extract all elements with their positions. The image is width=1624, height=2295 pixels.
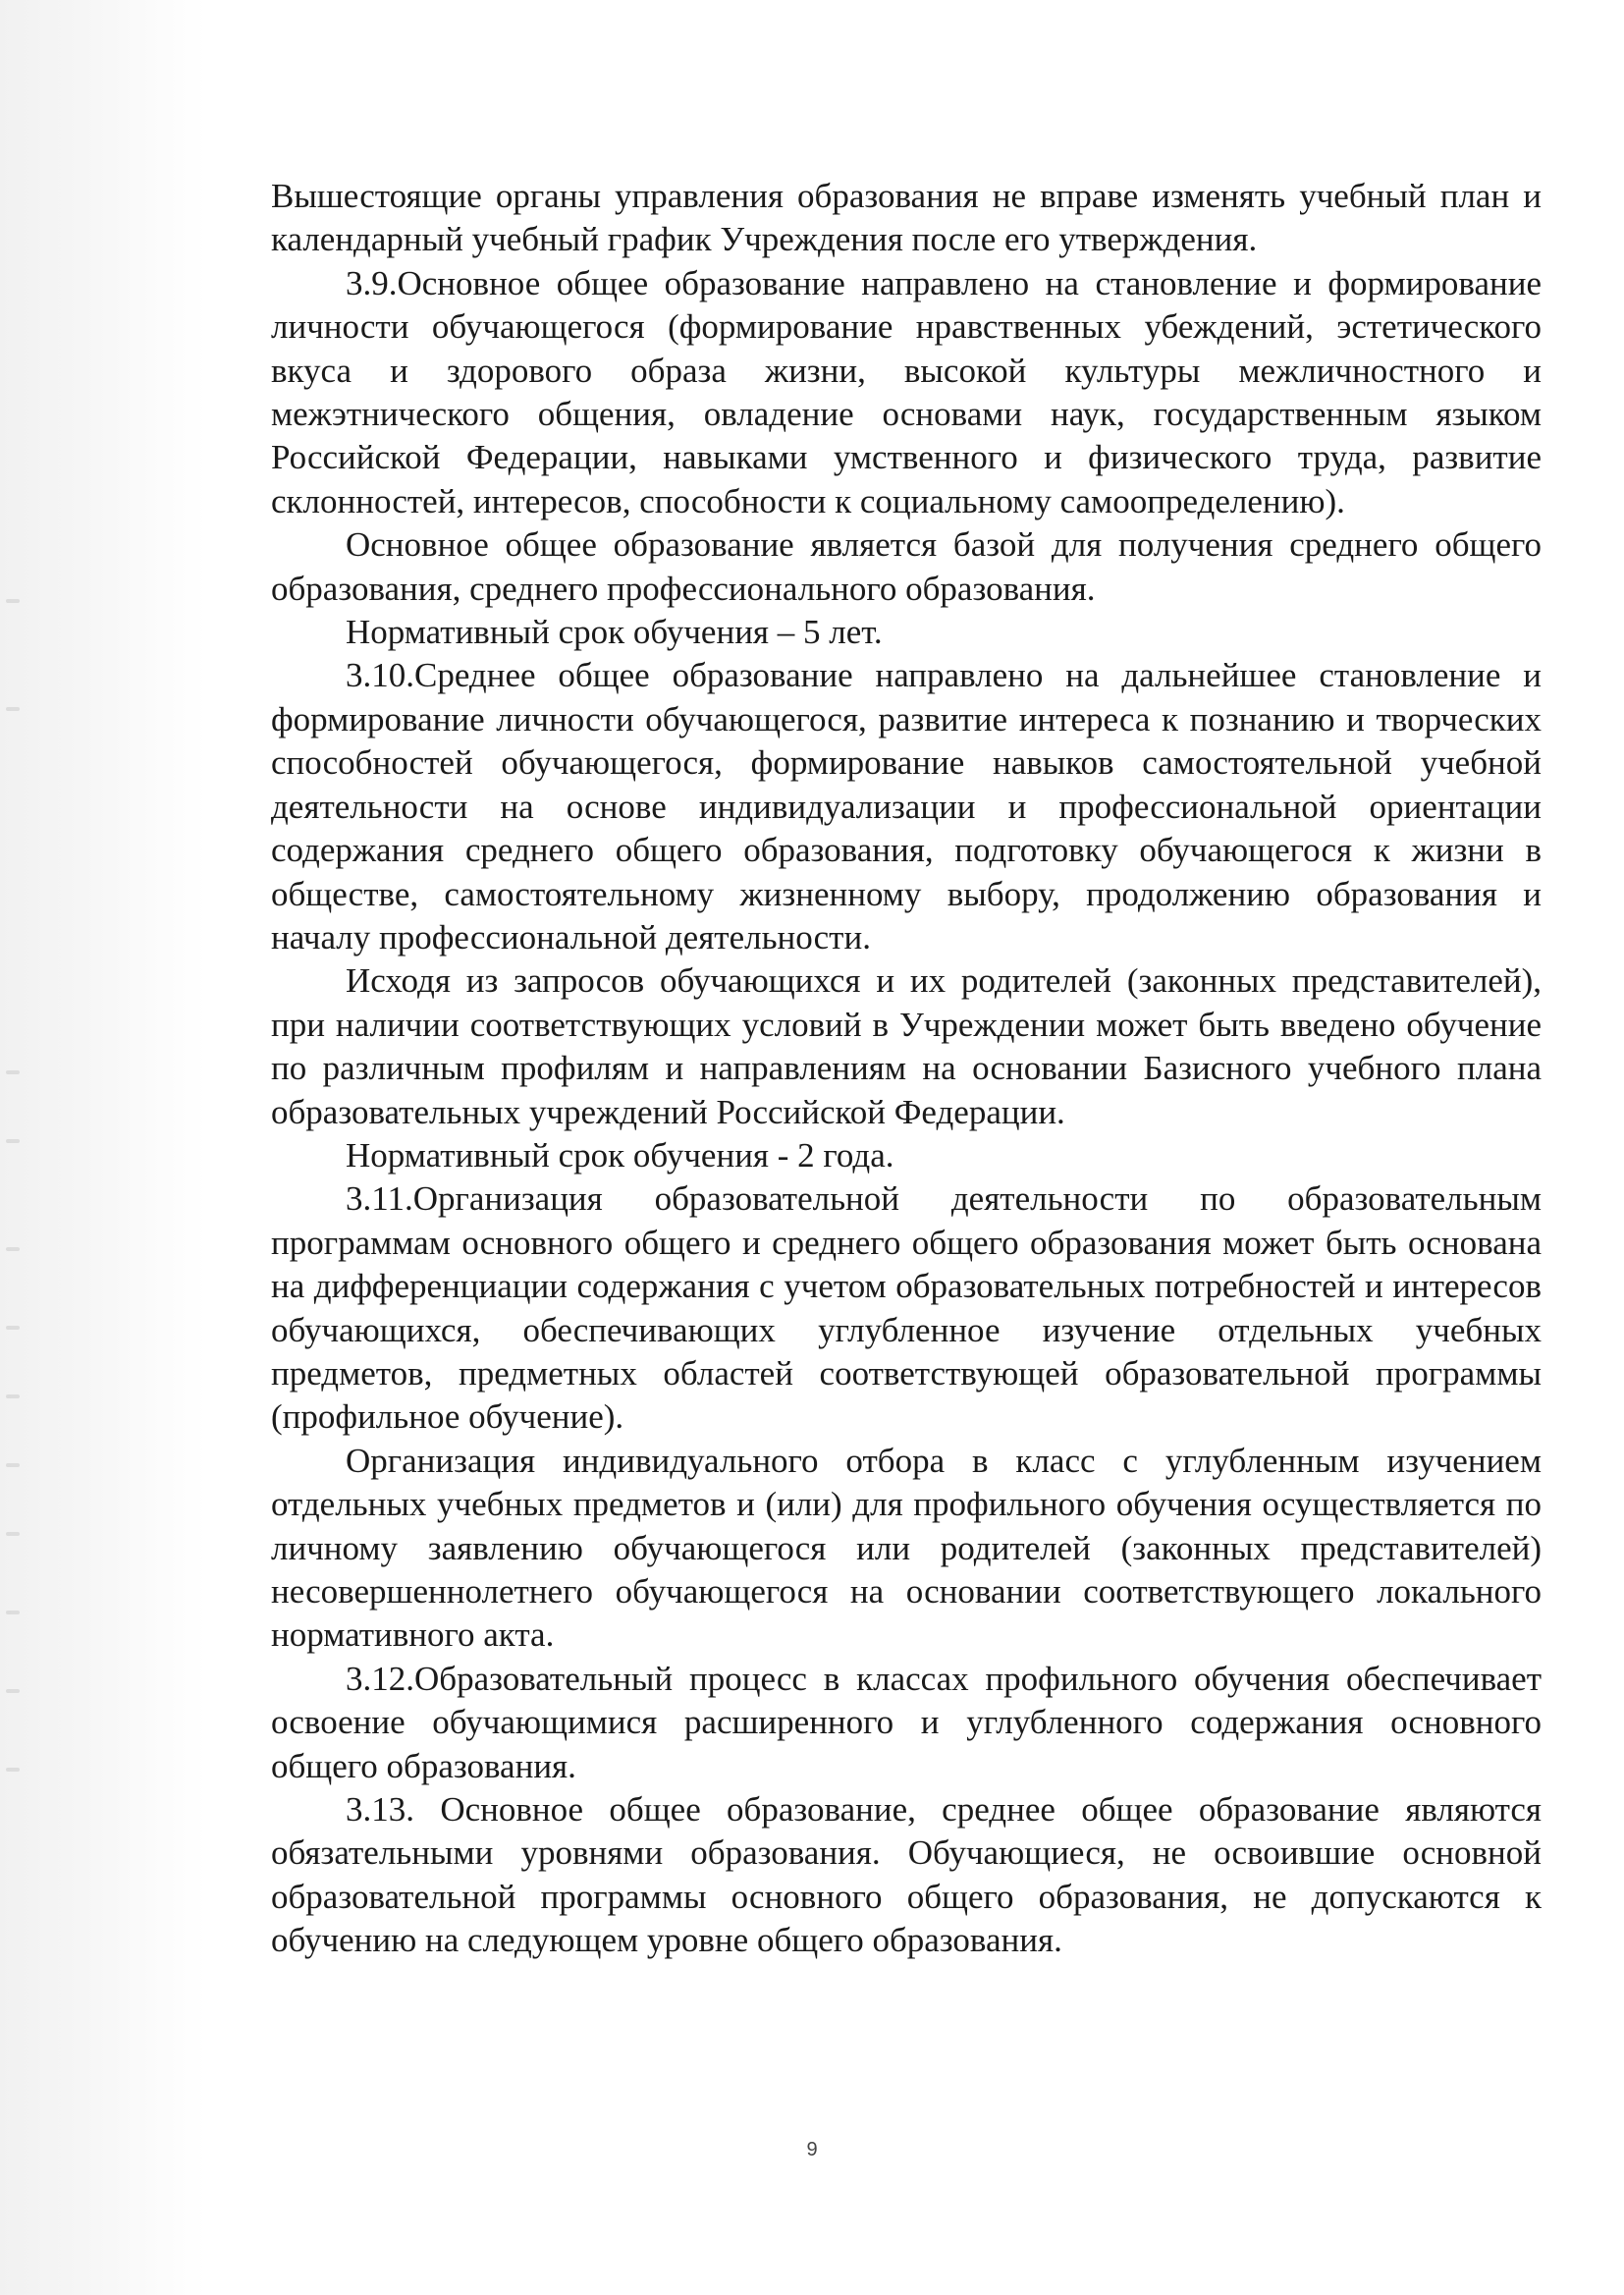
paragraph-3-11: 3.11.Организация образовательной деятельности по образовательным программам основного общего и среднего общего образования может быть основана на дифференциации содержания с учетом образовательных потребностей и интересов обучающихся, обеспечивающих углубленное изучение отдельных учебных предметов, предметных областей соответствующей образовательной программы (профильное обучение). <box>271 1179 1542 1437</box>
document-body <box>271 175 1542 1963</box>
paragraph: Нормативный срок обучения - 2 года. <box>346 1135 894 1175</box>
paragraph: Вышестоящие органы управления образования не вправе изменять учебный план и календарный учебный график Учреждения после его утверждения. <box>271 177 1542 259</box>
page-number: 9 <box>806 2139 818 2160</box>
paragraph: Исходя из запросов обучающихся и их родителей (законных представителей), при наличии соответствующих условий в Учреждении может быть введено обучение по различным профилям и направлениям на основании Базисного учебного плана образовательных учреждений Российской Федерации. <box>271 961 1542 1131</box>
scan-binding-marks <box>0 0 39 2295</box>
paragraph-3-10: 3.10.Среднее общее образование направлено на дальнейшее становление и формирование личности обучающегося, развитие интереса к познанию и творческих способностей обучающегося, формирование навыков самостоятельной учебной деятельности на основе индивидуализации и профессиональной ориентации содержания среднего общего образования, подготовку обучающегося к жизни в обществе, самостоятельному жизненному выбору, продолжению образования и началу профессиональной деятельности. <box>271 656 1542 956</box>
paragraph: Нормативный срок обучения – 5 лет. <box>346 613 883 652</box>
paragraph: Организация индивидуального отбора в класс с углубленным изучением отдельных учебных предметов и (или) для профильного обучения осуществляется по личному заявлению обучающегося или родителей (законных представителей) несовершеннолетнего обучающегося на основании соответствующего локального нормативного акта. <box>271 1441 1542 1655</box>
paragraph-3-9: 3.9.Основное общее образование направлено на становление и формирование личности обучающегося (формирование нравственных убеждений, эстетического вкуса и здорового образа жизни, высокой культуры межличностного и межэтнического общения, овладение основами наук, государственным языком Российской Федерации, навыками умственного и физического труда, развитие склонностей, интересов, способности к социальному самоопределению). <box>271 263 1542 520</box>
paragraph: Основное общее образование является базой для получения среднего общего образования, среднего профессионального образования. <box>271 525 1542 608</box>
paragraph-3-12: 3.12.Образовательный процесс в классах профильного обучения обеспечивает освоение обучающимися расширенного и углубленного содержания основного общего образования. <box>271 1659 1542 1785</box>
paragraph-3-13: 3.13. Основное общее образование, среднее общее образование являются обязательными уровнями образования. Обучающиеся, не освоившие основной образовательной программы основного общего образования, не допускаются к обучению на следующем уровне общего образования. <box>271 1790 1542 1960</box>
